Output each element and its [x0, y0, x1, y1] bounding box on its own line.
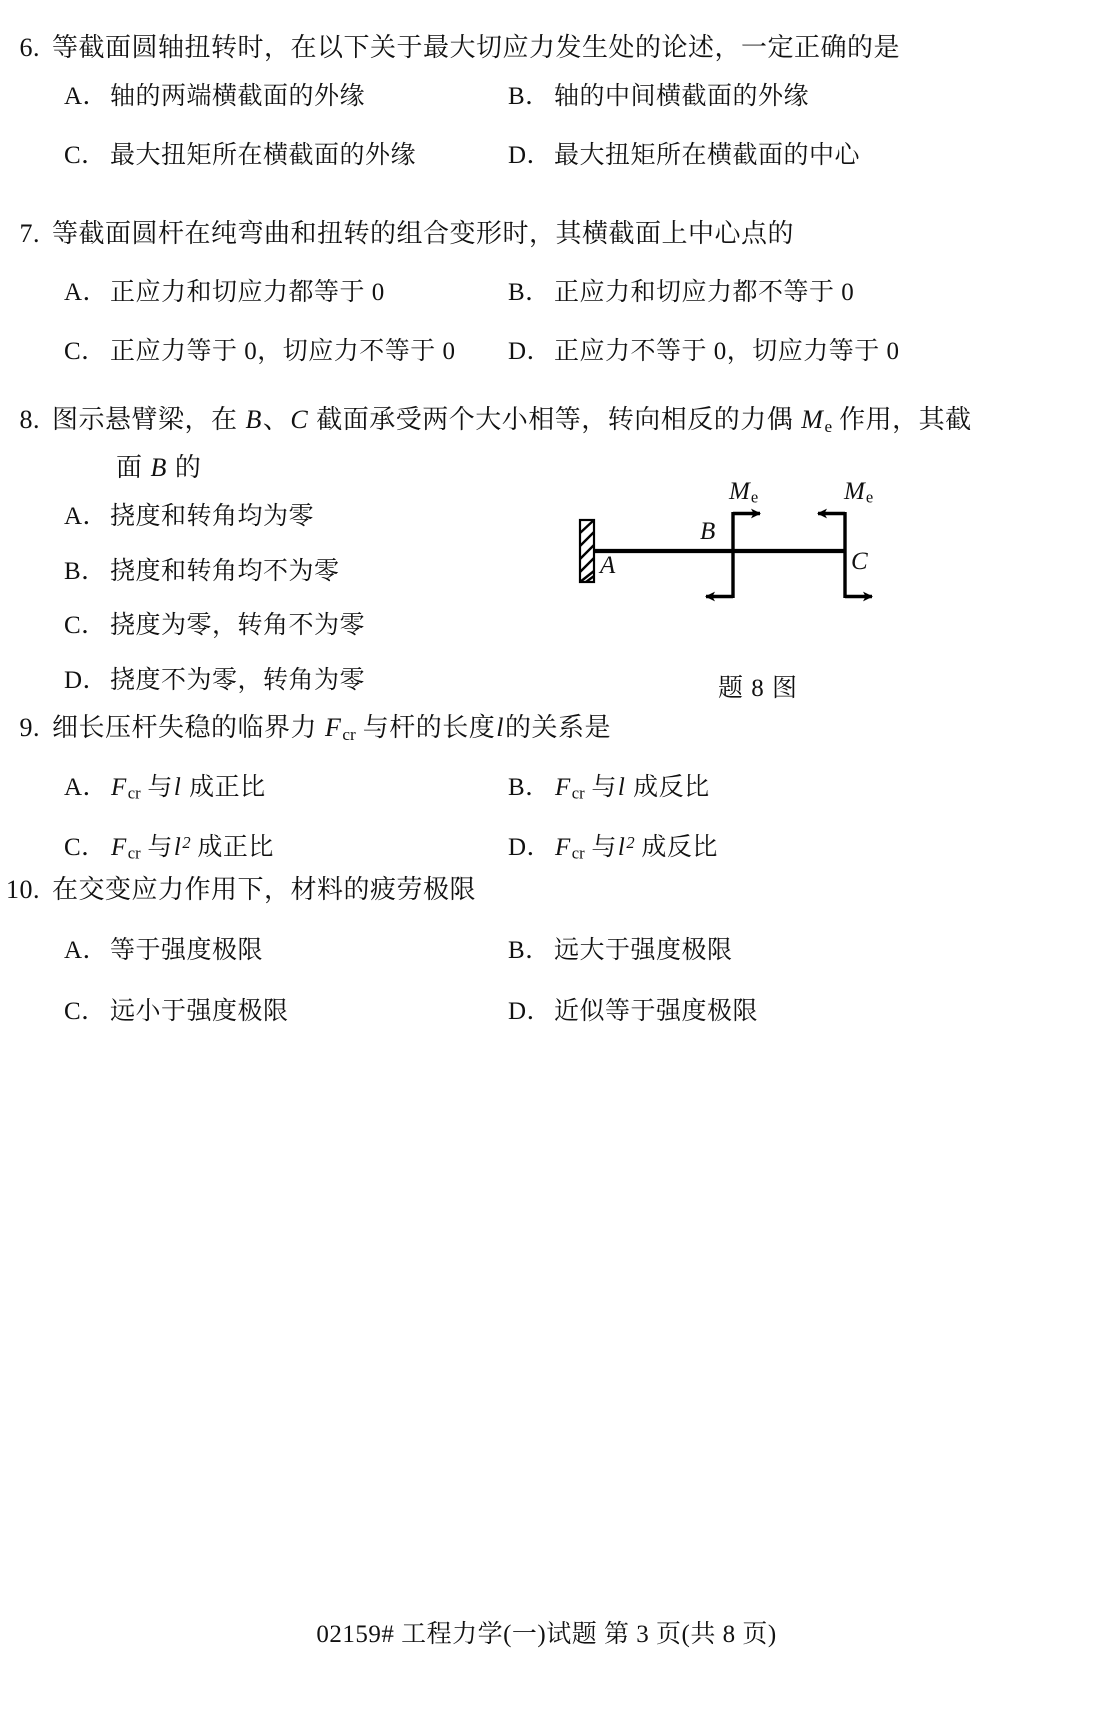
- figure-label-moment-b: [728, 478, 758, 508]
- symbol-fcr-subscript: cr: [127, 844, 141, 864]
- label-b-text: B: [700, 518, 716, 545]
- question-7-option-a[interactable]: [64, 277, 508, 310]
- question-8-stem: [0, 402, 1093, 438]
- question-7-stem: [0, 216, 1093, 251]
- option-label: B．: [508, 83, 551, 111]
- question-8-option-d[interactable]: [64, 665, 365, 698]
- option-text: 正应力等于 0，切应力不等于 0: [110, 337, 456, 365]
- question-6-option-d[interactable]: [508, 140, 860, 173]
- symbol-fcr-subscript: cr: [571, 844, 585, 864]
- question-7-option-b[interactable]: [508, 277, 854, 310]
- option-row: [64, 277, 1093, 310]
- question-6-number: 6.: [19, 33, 40, 62]
- option-text: [110, 772, 266, 805]
- symbol-length-exponent: 2: [626, 833, 635, 853]
- symbol-fcr-subscript: cr: [342, 724, 356, 744]
- question-10: [0, 872, 1093, 1028]
- label-c-text: C: [851, 548, 868, 575]
- option-label: A．: [64, 503, 109, 531]
- option-label: A．: [64, 279, 109, 307]
- stem-segment: 截面承受两个大小相等，转向相反的力偶: [309, 405, 801, 434]
- question-10-option-c[interactable]: [64, 996, 508, 1029]
- option-text: [554, 772, 710, 805]
- option-tail: 成反比: [634, 834, 718, 862]
- question-9-option-a[interactable]: [64, 772, 508, 805]
- question-8-option-a[interactable]: [64, 501, 314, 534]
- question-9-number: 9.: [19, 713, 40, 742]
- option-row: [64, 832, 1093, 865]
- label-a-text: A: [600, 552, 616, 579]
- question-9: [0, 710, 1093, 865]
- option-text: 轴的两端横截面的外缘: [110, 83, 366, 111]
- question-9-option-b[interactable]: [508, 772, 710, 805]
- stem-segment: 的: [167, 452, 202, 482]
- question-6: [0, 30, 1093, 172]
- option-label: A．: [64, 83, 109, 111]
- question-10-option-a[interactable]: [64, 935, 508, 968]
- symbol-length: l: [496, 713, 504, 742]
- option-label: C．: [64, 612, 107, 640]
- option-text: 正应力和切应力都不等于 0: [554, 279, 855, 307]
- option-text: [554, 832, 718, 865]
- option-text: 远小于强度极限: [110, 997, 289, 1025]
- option-label: D．: [508, 997, 553, 1025]
- moment-c-subscript: e: [865, 487, 874, 507]
- option-mid: 与: [584, 773, 617, 801]
- stem-segment: 面: [116, 452, 150, 482]
- option-text: 正应力不等于 0，切应力等于 0: [554, 337, 900, 365]
- question-10-stem: [0, 872, 1093, 907]
- question-7-options: [64, 277, 1093, 368]
- symbol-fcr: F: [111, 834, 127, 862]
- question-7-option-c[interactable]: [64, 336, 508, 369]
- option-text: [110, 832, 274, 865]
- stem-segment: 、: [262, 405, 290, 434]
- option-label: A．: [64, 937, 109, 965]
- symbol-length: l: [617, 834, 626, 862]
- option-label: B．: [508, 279, 551, 307]
- option-text: 等于强度极限: [110, 937, 264, 965]
- question-10-options: [64, 935, 1093, 1028]
- symbol-fcr: F: [325, 713, 342, 742]
- option-label: B．: [508, 773, 551, 801]
- option-label: D．: [64, 666, 109, 694]
- question-6-option-a[interactable]: [64, 81, 508, 114]
- figure-label-a: [600, 552, 615, 580]
- question-9-option-c[interactable]: [64, 832, 508, 865]
- option-label: A．: [64, 773, 109, 801]
- symbol-fcr-subscript: cr: [571, 783, 585, 803]
- option-row: [64, 140, 1093, 173]
- question-9-options: [64, 772, 1093, 865]
- symbol-fcr: F: [555, 773, 571, 801]
- stem-segment: 与杆的长度: [355, 713, 496, 742]
- question-7-text: 等截面圆杆在纯弯曲和扭转的组合变形时，其横截面上中心点的: [52, 219, 795, 248]
- question-8-stem-line2: [116, 450, 1093, 485]
- option-row: [64, 336, 1093, 369]
- question-8-option-c[interactable]: [64, 610, 365, 643]
- figure-label-c: [851, 548, 868, 576]
- option-row: [64, 81, 1093, 114]
- symbol-b: B: [245, 405, 262, 434]
- symbol-length-exponent: 2: [182, 833, 191, 853]
- option-label: D．: [508, 834, 553, 862]
- symbol-length: l: [173, 834, 182, 862]
- symbol-c: C: [290, 405, 309, 434]
- question-10-option-d[interactable]: [508, 996, 758, 1029]
- symbol-moment: M: [801, 405, 824, 434]
- option-label: D．: [508, 141, 553, 169]
- question-6-stem: [0, 30, 1093, 65]
- question-7-option-d[interactable]: [508, 336, 900, 369]
- symbol-fcr-subscript: cr: [127, 783, 141, 803]
- option-text: 正应力和切应力都等于 0: [110, 279, 385, 307]
- option-label: B．: [508, 937, 551, 965]
- question-10-number: 10.: [6, 875, 40, 904]
- question-9-option-d[interactable]: [508, 832, 718, 865]
- symbol-b: B: [150, 452, 167, 482]
- question-10-text: 在交变应力作用下，材料的疲劳极限: [52, 875, 477, 904]
- option-label: C．: [64, 834, 107, 862]
- option-row: [64, 772, 1093, 805]
- symbol-moment-subscript: e: [824, 416, 833, 436]
- question-10-option-b[interactable]: [508, 935, 733, 968]
- moment-c-symbol: M: [844, 478, 865, 505]
- figure-caption: 题 8 图: [717, 675, 798, 702]
- question-6-option-c[interactable]: [64, 140, 508, 173]
- question-8-text: [52, 402, 1093, 438]
- question-9-stem: [0, 710, 1093, 746]
- symbol-fcr: F: [111, 773, 127, 801]
- question-9-text: [52, 710, 1093, 746]
- stem-segment: 的关系是: [504, 713, 611, 742]
- option-text: 轴的中间横截面的外缘: [554, 83, 810, 111]
- question-8-option-b[interactable]: [64, 556, 340, 589]
- option-text: 挠度和转角均为零: [110, 503, 315, 531]
- option-mid: 与: [140, 773, 173, 801]
- symbol-length: l: [617, 773, 626, 801]
- option-mid: 与: [584, 834, 617, 862]
- stem-segment: 图示悬臂梁，在: [52, 405, 245, 434]
- option-label: C．: [64, 337, 107, 365]
- option-text: 挠度不为零，转角为零: [110, 666, 366, 694]
- question-6-options: [64, 81, 1093, 172]
- option-label: B．: [64, 557, 107, 585]
- option-text: 近似等于强度极限: [554, 997, 759, 1025]
- option-text: 最大扭矩所在横截面的中心: [554, 141, 861, 169]
- question-8-number: 8.: [19, 405, 40, 434]
- option-tail: 成正比: [182, 773, 266, 801]
- option-text: 挠度和转角均不为零: [110, 557, 340, 585]
- moment-b-subscript: e: [750, 487, 759, 507]
- symbol-fcr: F: [555, 834, 571, 862]
- question-7-number: 7.: [19, 219, 40, 248]
- option-text: 最大扭矩所在横截面的外缘: [110, 141, 417, 169]
- symbol-length: l: [173, 773, 182, 801]
- option-tail: 成正比: [190, 834, 274, 862]
- question-6-option-b[interactable]: [508, 81, 809, 114]
- option-label: D．: [508, 337, 553, 365]
- stem-segment: 作用，其截: [832, 405, 972, 434]
- figure-label-b: [700, 518, 715, 546]
- option-mid: 与: [140, 834, 173, 862]
- option-row: [64, 935, 1093, 968]
- page-footer: 02159# 工程力学(一)试题 第 3 页(共 8 页): [316, 1621, 777, 1648]
- fixed-support-icon: [580, 520, 594, 582]
- option-row: [64, 996, 1093, 1029]
- stem-segment: 细长压杆失稳的临界力: [52, 713, 325, 742]
- question-7: [0, 216, 1093, 368]
- figure-label-moment-c: [843, 478, 873, 508]
- option-label: C．: [64, 141, 107, 169]
- option-text: 挠度为零，转角不为零: [110, 612, 366, 640]
- option-label: C．: [64, 997, 107, 1025]
- moment-b-symbol: M: [729, 478, 750, 505]
- question-6-text: 等截面圆轴扭转时，在以下关于最大切应力发生处的论述，一定正确的是: [52, 33, 901, 62]
- option-tail: 成反比: [626, 773, 710, 801]
- option-text: 远大于强度极限: [554, 937, 733, 965]
